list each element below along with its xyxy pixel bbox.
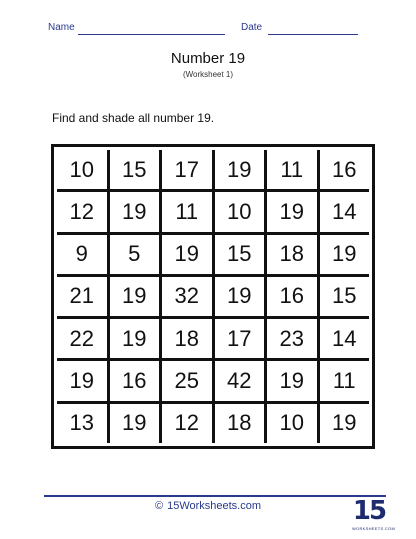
- grid-cell[interactable]: 17: [162, 150, 212, 189]
- grid-cell[interactable]: 15: [215, 235, 265, 274]
- date-line[interactable]: [268, 34, 358, 35]
- grid-cell[interactable]: 16: [110, 361, 160, 400]
- grid-cell[interactable]: 19: [320, 404, 370, 443]
- grid-cell[interactable]: 9: [57, 235, 107, 274]
- grid-cell[interactable]: 15: [110, 150, 160, 189]
- grid-cell[interactable]: 18: [162, 319, 212, 358]
- grid-cell[interactable]: 19: [57, 361, 107, 400]
- grid-cell[interactable]: 11: [320, 361, 370, 400]
- worksheet-subtitle: (Worksheet 1): [182, 70, 234, 79]
- grid-cell[interactable]: 23: [267, 319, 317, 358]
- logo-number: 15: [352, 496, 386, 526]
- grid-cell[interactable]: 18: [267, 235, 317, 274]
- grid-cell[interactable]: 16: [267, 277, 317, 316]
- grid-cell[interactable]: 32: [162, 277, 212, 316]
- grid-cell[interactable]: 19: [320, 235, 370, 274]
- grid-cell[interactable]: 11: [267, 150, 317, 189]
- footer-divider: [44, 495, 386, 497]
- grid-cell[interactable]: 15: [320, 277, 370, 316]
- grid-cell[interactable]: 25: [162, 361, 212, 400]
- grid-cell[interactable]: 14: [320, 319, 370, 358]
- grid-cell[interactable]: 19: [215, 277, 265, 316]
- grid-cell[interactable]: 19: [162, 235, 212, 274]
- grid-cell[interactable]: 19: [110, 277, 160, 316]
- name-line[interactable]: [78, 34, 225, 35]
- grid-cell[interactable]: 5: [110, 235, 160, 274]
- number-grid: [51, 144, 375, 449]
- grid-cell[interactable]: 19: [267, 361, 317, 400]
- grid-cell[interactable]: 19: [110, 192, 160, 231]
- grid-cell[interactable]: 19: [215, 150, 265, 189]
- grid-cell[interactable]: 12: [162, 404, 212, 443]
- grid-cell[interactable]: 10: [267, 404, 317, 443]
- grid-cell[interactable]: 12: [57, 192, 107, 231]
- logo-wordmark: WORKSHEETS.COM: [352, 526, 396, 531]
- grid-cell[interactable]: 11: [162, 192, 212, 231]
- grid-cell[interactable]: 19: [110, 404, 160, 443]
- name-label: Name: [48, 22, 75, 33]
- grid-cell[interactable]: 19: [110, 319, 160, 358]
- grid-cells: [57, 150, 369, 443]
- grid-cell[interactable]: 16: [320, 150, 370, 189]
- instruction-text: Find and shade all number 19.: [52, 111, 215, 125]
- brand-logo: [352, 496, 396, 534]
- grid-cell[interactable]: 10: [215, 192, 265, 231]
- grid-cell[interactable]: 42: [215, 361, 265, 400]
- site-link[interactable]: 15Worksheets.com: [167, 500, 262, 512]
- grid-cell[interactable]: 21: [57, 277, 107, 316]
- grid-cell[interactable]: 14: [320, 192, 370, 231]
- worksheet-title: Number 19: [170, 50, 246, 67]
- grid-cell[interactable]: 18: [215, 404, 265, 443]
- grid-cell[interactable]: 17: [215, 319, 265, 358]
- grid-cell[interactable]: 10: [57, 150, 107, 189]
- copyright-symbol: ©: [154, 500, 164, 512]
- grid-cell[interactable]: 22: [57, 319, 107, 358]
- grid-cell[interactable]: 13: [57, 404, 107, 443]
- grid-cell[interactable]: 19: [267, 192, 317, 231]
- date-label: Date: [241, 22, 263, 33]
